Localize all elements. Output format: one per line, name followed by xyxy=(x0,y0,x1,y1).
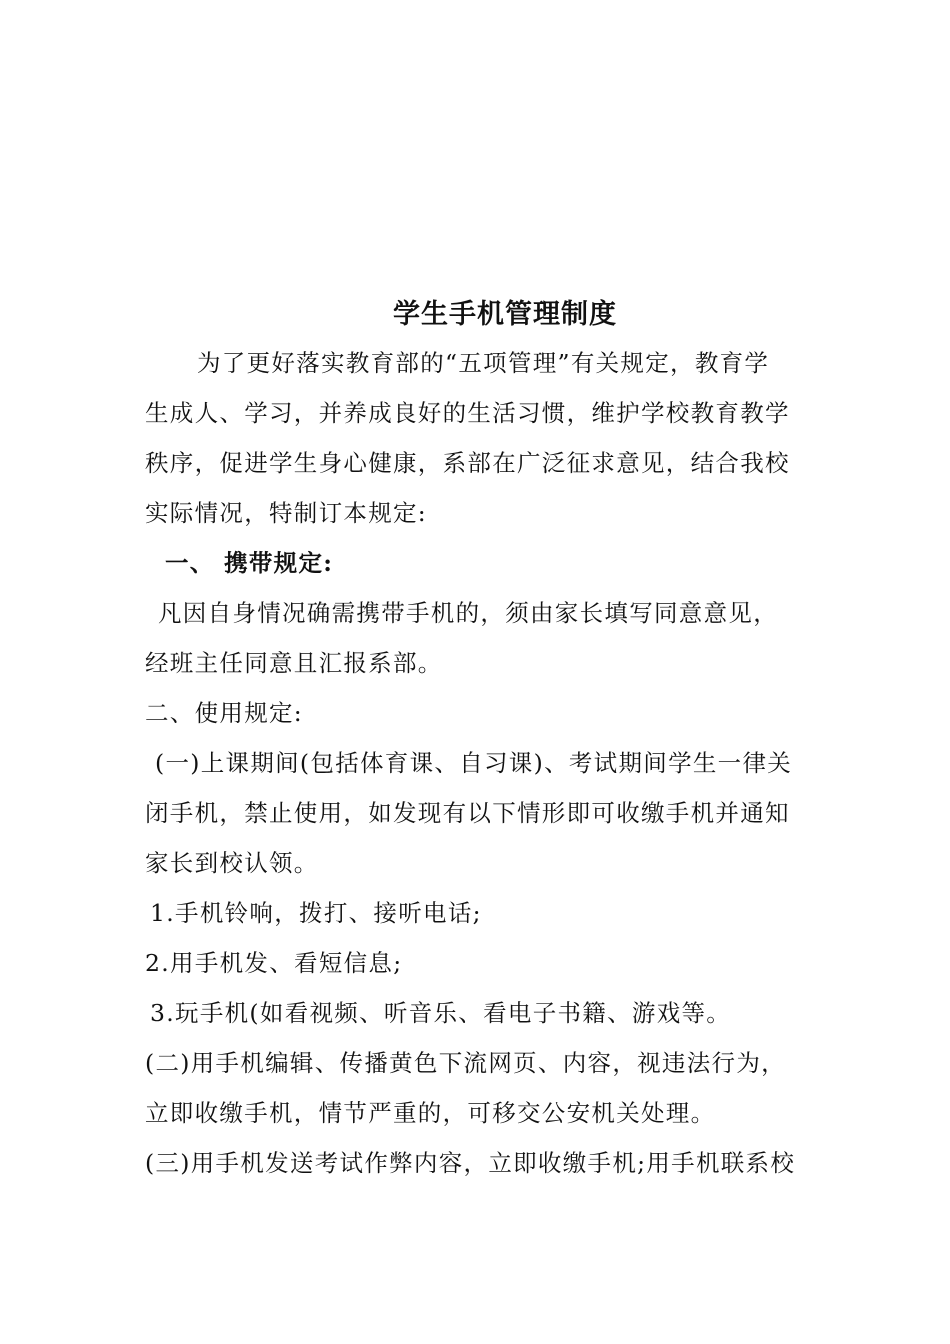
list-item: 2.用手机发、看短信息; xyxy=(145,949,403,977)
section-heading: 一、 携带规定: xyxy=(165,549,334,577)
paragraph-line: 家长到校认领。 xyxy=(145,849,319,877)
section-heading: 二、使用规定: xyxy=(145,699,304,727)
paragraph-line: (三)用手机发送考试作弊内容，立即收缴手机;用手机联系校 xyxy=(145,1149,796,1177)
paragraph-line: 为了更好落实教育部的“五项管理”有关规定，教育学 xyxy=(197,349,770,377)
paragraph-line: 生成人、学习，并养成良好的生活习惯，维护学校教育教学 xyxy=(145,399,790,427)
paragraph-line: 秩序，促进学生身心健康，系部在广泛征求意见，结合我校 xyxy=(145,449,790,477)
paragraph-line: 实际情况，特制订本规定: xyxy=(145,499,428,527)
paragraph-line: (一)上课期间(包括体育课、自习课)、考试期间学生一律关 xyxy=(155,749,793,777)
paragraph-line: 凡因自身情况确需携带手机的，须由家长填写同意意见， xyxy=(158,599,778,627)
list-item: 3.玩手机(如看视频、听音乐、看电子书籍、游戏等。 xyxy=(150,999,732,1027)
document-title: 学生手机管理制度 xyxy=(393,299,617,330)
paragraph-line: (二)用手机编辑、传播黄色下流网页、内容，视违法行为， xyxy=(145,1049,786,1077)
paragraph-line: 闭手机，禁止使用，如发现有以下情形即可收缴手机并通知 xyxy=(145,799,790,827)
paragraph-line: 经班主任同意且汇报系部。 xyxy=(145,649,443,677)
paragraph-line: 立即收缴手机，情节严重的，可移交公安机关处理。 xyxy=(145,1099,716,1127)
list-item: 1.手机铃响，拨打、接听电话; xyxy=(150,899,482,927)
